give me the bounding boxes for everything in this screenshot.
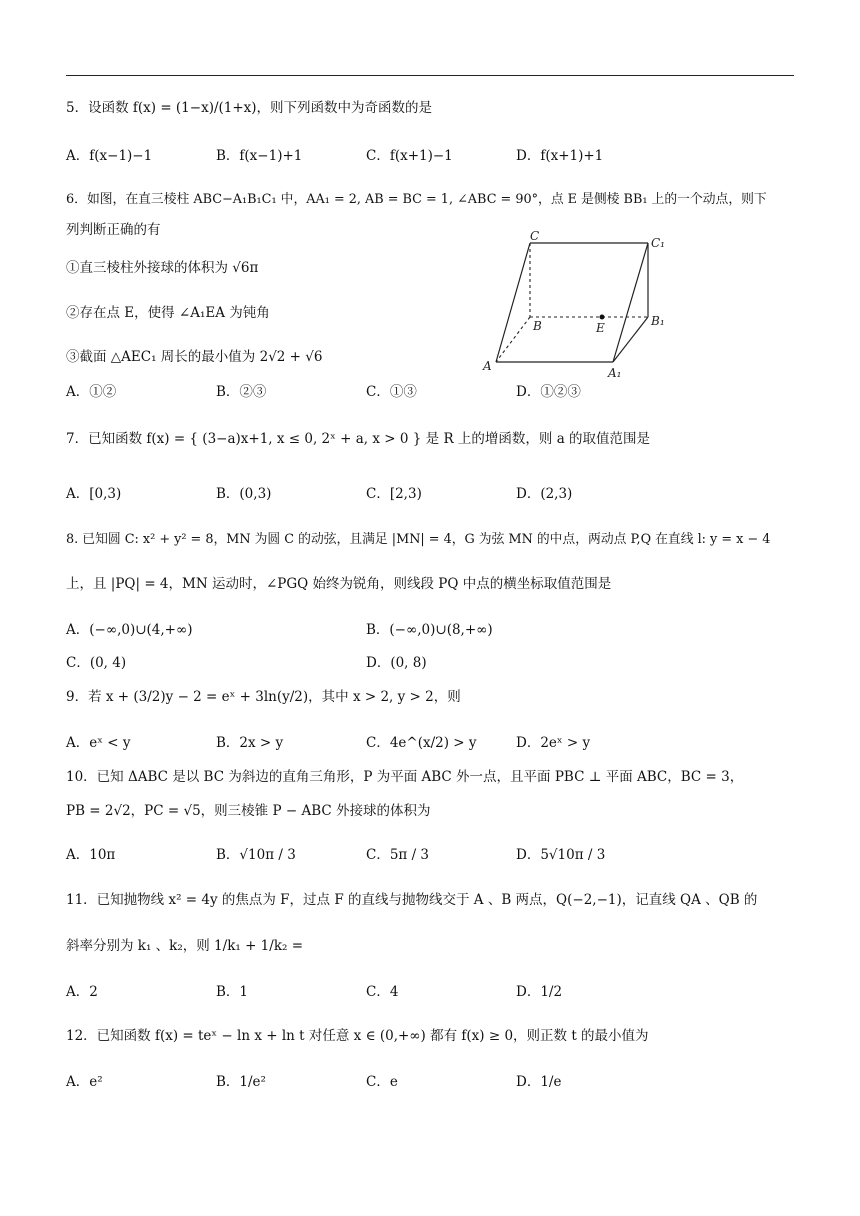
q5-stem: 5．设函数 f(x) = (1−x)/(1+x)，则下列函数中为奇函数的是	[66, 100, 433, 116]
q12-option-a: A．e²	[66, 1074, 103, 1090]
label-c: C	[530, 229, 540, 243]
q6-option-a: A．①②	[66, 384, 117, 400]
q12-option-d: D．1/e	[516, 1074, 562, 1090]
q11-option-c: C．4	[366, 984, 399, 1000]
q9-option-b: B．2x > y	[216, 735, 284, 751]
q11-option-b: B．1	[216, 984, 249, 1000]
q7-option-b: B．(0,3)	[216, 486, 272, 502]
q8-stem-line2: 上，且 |PQ| = 4，MN 运动时，∠PGQ 始终为锐角，则线段 PQ 中点的横坐标取值范围是	[66, 576, 612, 592]
label-a: A	[483, 359, 492, 373]
q9-option-c: C．4e^(x/2) > y	[366, 735, 477, 751]
q11-stem-line2: 斜率分别为 k₁ 、k₂，则 1/k₁ + 1/k₂ =	[66, 938, 304, 954]
hidden-edge-b-a	[496, 317, 530, 362]
edge-c1-a1	[613, 243, 648, 362]
q12-stem: 12．已知函数 f(x) = teˣ − ln x + ln t 对任意 x ∈ (0,+∞) 都有 f(x) ≥ 0，则正数 t 的最小值为	[66, 1028, 649, 1044]
q8-option-d: D．(0, 8)	[366, 655, 427, 671]
q8-stem-line1: 8. 已知圆 C: x² + y² = 8，MN 为圆 C 的动弦，且满足 |MN| = 4，G 为弦 MN 的中点，两动点 P,Q 在直线 l: y = x − 4	[66, 532, 771, 547]
q7-option-a: A．[0,3)	[66, 486, 122, 502]
q10-option-b: B．√10π / 3	[216, 847, 296, 863]
q5-option-d: D．f(x+1)+1	[516, 148, 604, 164]
edge-a1-b1	[613, 317, 648, 362]
label-b1: B₁	[651, 314, 665, 328]
q5-option-b: B．f(x−1)+1	[216, 148, 303, 164]
label-e: E	[596, 321, 605, 335]
q12-option-c: C．e	[366, 1074, 398, 1090]
q7-option-c: C．[2,3)	[366, 486, 422, 502]
edge-c-a	[496, 243, 530, 362]
label-c1: C₁	[651, 236, 665, 250]
q10-option-d: D．5√10π / 3	[516, 847, 606, 863]
q9-option-a: A．eˣ < y	[66, 735, 131, 751]
q10-option-a: A．10π	[66, 847, 116, 863]
q9-stem: 9．若 x + (3/2)y − 2 = eˣ + 3ln(y/2)，其中 x > 2, y > 2，则	[66, 689, 461, 705]
q11-option-a: A．2	[66, 984, 98, 1000]
q8-option-b: B．(−∞,0)∪(8,+∞)	[366, 622, 493, 638]
q6-option-c: C．①③	[366, 384, 417, 400]
prism-figure	[478, 225, 678, 385]
q11-stem-line1: 11．已知抛物线 x² = 4y 的焦点为 F，过点 F 的直线与抛物线交于 A 、B 两点，Q(−2,−1)，记直线 QA 、QB 的	[66, 892, 758, 908]
q9-option-d: D．2eˣ > y	[516, 735, 591, 751]
q6-stem-line2: 列判断正确的有	[66, 222, 161, 238]
q10-stem-line1: 10．已知 ΔABC 是以 BC 为斜边的直角三角形，P 为平面 ABC 外一点，且平面 PBC ⊥ 平面 ABC，BC = 3，	[66, 769, 744, 785]
point-e	[600, 315, 605, 320]
q8-option-a: A．(−∞,0)∪(4,+∞)	[66, 622, 193, 638]
q5-option-c: C．f(x+1)−1	[366, 148, 453, 164]
q7-option-d: D．(2,3)	[516, 486, 573, 502]
q12-option-b: B．1/e²	[216, 1074, 266, 1090]
q6-option-d: D．①②③	[516, 384, 581, 400]
q10-option-c: C．5π / 3	[366, 847, 430, 863]
q6-statement-2: ②存在点 E，使得 ∠A₁EA 为钝角	[66, 305, 270, 321]
q6-stem-line1: 6．如图，在直三棱柱 ABC−A₁B₁C₁ 中，AA₁ = 2, AB = BC = 1, ∠ABC = 90°，点 E 是侧棱 BB₁ 上的一个动点，则下	[66, 192, 767, 207]
q5-option-a: A．f(x−1)−1	[66, 148, 153, 164]
q10-stem-line2: PB = 2√2，PC = √5，则三棱锥 P − ABC 外接球的体积为	[66, 803, 431, 819]
q11-option-d: D．1/2	[516, 984, 563, 1000]
q6-statement-3: ③截面 △AEC₁ 周长的最小值为 2√2 + √6	[66, 349, 323, 365]
q8-option-c: C．(0, 4)	[66, 655, 127, 671]
q7-stem: 7．已知函数 f(x) = { (3−a)x+1, x ≤ 0, 2ˣ + a, x > 0 } 是 R 上的增函数，则 a 的取值范围是	[66, 431, 651, 447]
q6-option-b: B．②③	[216, 384, 267, 400]
header-rule	[66, 75, 794, 76]
label-b: B	[533, 319, 542, 333]
q6-statement-1: ①直三棱柱外接球的体积为 √6π	[66, 260, 259, 276]
label-a1: A₁	[608, 366, 622, 380]
